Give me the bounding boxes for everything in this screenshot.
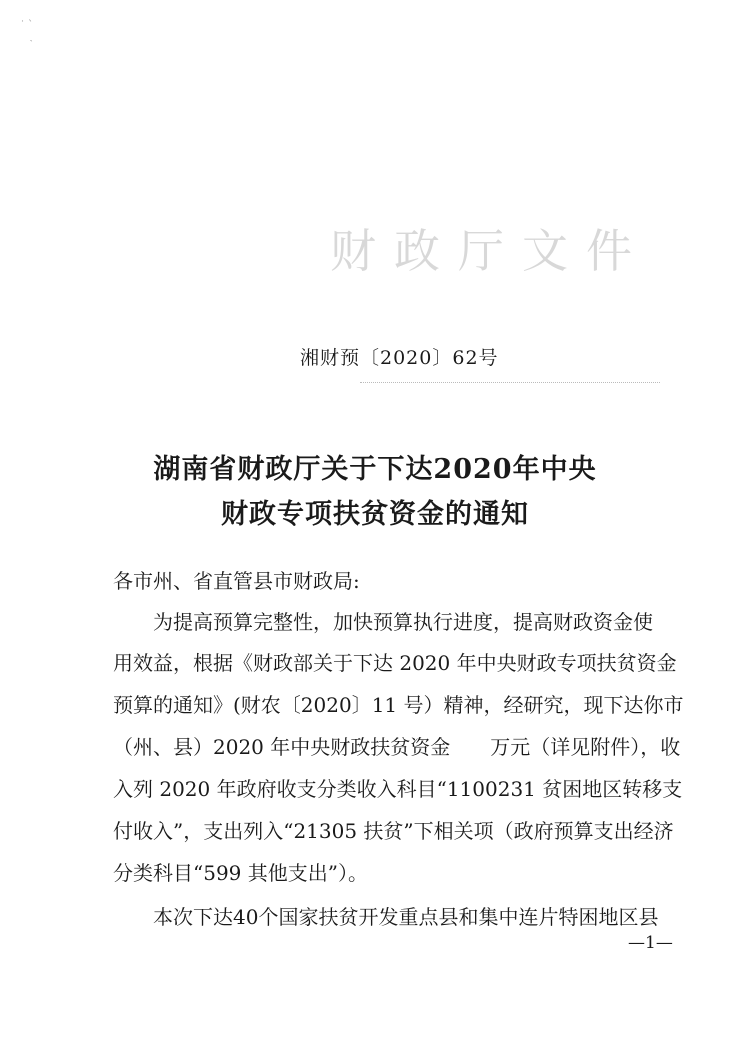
body-line: （州、县）2020 年中央财政扶贫资金 万元（详见附件），收 <box>113 735 681 759</box>
salutation: 各市州、省直管县市财政局: <box>113 569 360 593</box>
document-title-line-2: 财政专项扶贫资金的通知 <box>221 499 529 530</box>
body-line: 为提高预算完整性，加快预算执行进度，提高财政资金使 <box>153 610 653 634</box>
body-line: 预算的通知》(财农〔2020〕11 号）精神，经研究，现下达你市 <box>113 693 684 717</box>
body-line: 本次下达40个国家扶贫开发重点县和集中连片特困地区县 <box>153 905 659 929</box>
document-title-line-1: 湖南省财政厅关于下达2020年中央 <box>153 454 597 485</box>
body-line: 用效益，根据《财政部关于下达 2020 年中央财政专项扶贫资金 <box>113 651 677 675</box>
document-number: 湘财预〔2020〕62号 <box>300 347 499 369</box>
faded-document-header: 财政厅文件 <box>330 224 650 278</box>
header-divider <box>360 382 660 383</box>
scan-specks: ˙ ˋ ˎ <box>20 20 34 42</box>
body-line: 付收入”，支出列入“21305 扶贫”下相关项（政府预算支出经济 <box>113 819 674 843</box>
body-line: 入列 2020 年政府收支分类收入科目“1100231 贫困地区转移支 <box>113 777 683 801</box>
body-line: 分类科目“599 其他支出”）。 <box>113 861 368 885</box>
page-number: —1— <box>628 933 673 953</box>
